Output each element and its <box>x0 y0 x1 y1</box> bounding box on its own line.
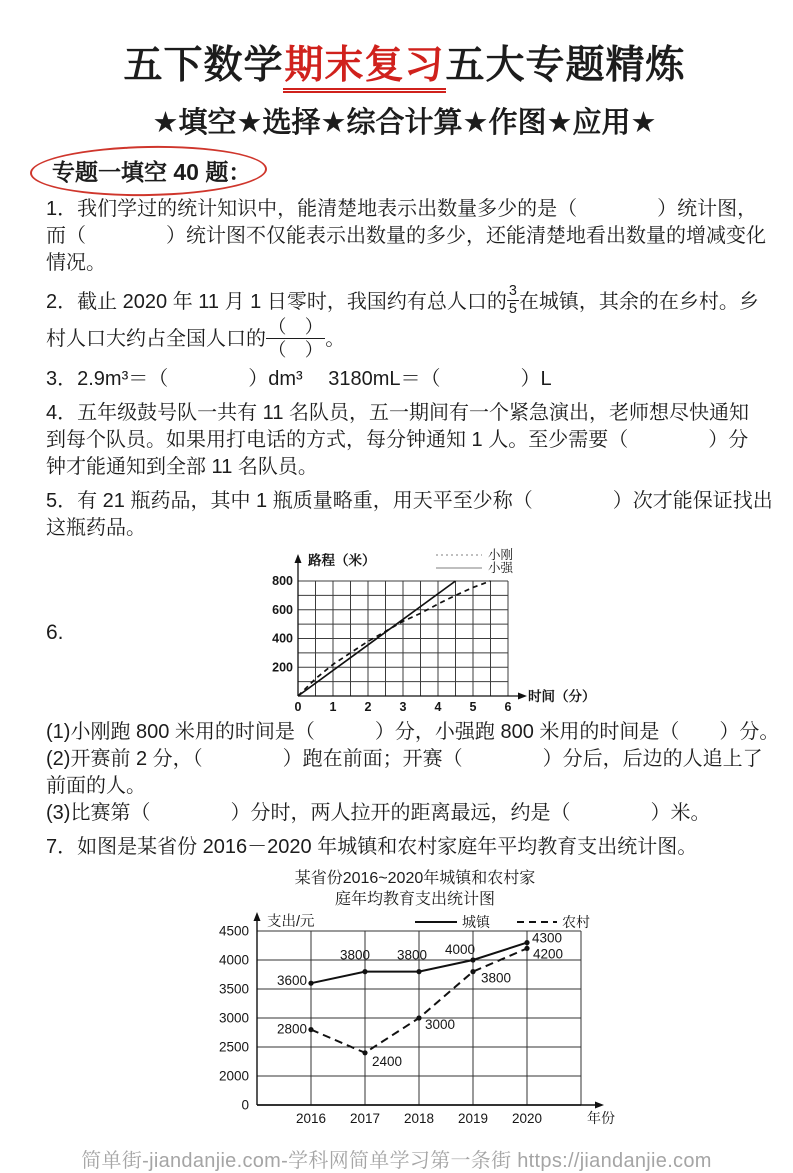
x-tick-label: 2019 <box>457 1110 489 1126</box>
q1-line-1: 1．我们学过的统计知识中，能清楚地表示出数量多少的是（ ）统计图， <box>46 198 758 220</box>
title-part-red-underlined: 期末复习 <box>283 44 445 93</box>
x-tick-label: 3 <box>399 699 407 714</box>
data-label: 4300 <box>532 930 563 946</box>
x-tick-label: 2018 <box>403 1110 435 1126</box>
x-tick-label: 2 <box>364 699 372 714</box>
question-1 <box>46 196 766 277</box>
section-heading-text: 专题一填空 40 题： <box>52 159 252 185</box>
y-tick-label: 600 <box>272 602 293 617</box>
y-tick-label: 3000 <box>218 1010 249 1026</box>
y-tick-label: 800 <box>272 573 293 588</box>
y-tick-label: 400 <box>272 631 293 646</box>
x-axis-title: 年份 <box>587 1109 615 1126</box>
q1-line-2: 而（ ）统计图不仅能表示出数量的多少，还能清楚地看出数量的增减变化 <box>46 225 766 247</box>
data-label: 3800 <box>481 970 512 986</box>
q5-line-2: 这瓶药品。 <box>46 516 146 539</box>
x-tick-label: 0 <box>294 699 302 714</box>
y-tick-label: 4000 <box>218 952 249 968</box>
q4-line-1: 4．五年级鼓号队一共有 11 名队员，五一期间有一个紧急演出，老师想尽快通知 <box>46 401 749 424</box>
chart2-title-line2: 庭年均教育支出统计图 <box>334 890 495 908</box>
x-tick-label: 2020 <box>511 1110 543 1126</box>
x-tick-label: 6 <box>504 699 512 714</box>
x-axis-title: 时间（分） <box>528 688 596 704</box>
title-part-black2: 五大专题精炼 <box>445 44 686 87</box>
data-point <box>470 969 475 974</box>
data-point <box>308 980 313 985</box>
q1-line-3: 情况。 <box>46 252 106 274</box>
fraction-blank: $\frac{( )}{( )}$ <box>268 316 324 360</box>
legend-label: 小强 <box>488 560 514 575</box>
question-4 <box>46 400 763 481</box>
data-point <box>308 1027 313 1032</box>
q6-sub-1: (1)小刚跑 800 米用的时间是（ ）分，小强跑 800 米用的时间是（ ）分。 <box>46 720 780 743</box>
distance-time-chart-svg <box>270 549 610 717</box>
worksheet-page <box>0 34 793 1172</box>
data-label: 3800 <box>396 947 428 963</box>
education-spending-chart-svg <box>165 910 635 1132</box>
y-axis-title: 支出/元 <box>267 913 315 930</box>
q2-line-1: 2．截止 2020 年 11 月 1 日零时，我国约有总人口的 $\frac{3}{5}$ 在城镇，其余的在乡村。乡 <box>46 283 759 318</box>
q5-line-1: 5．有 21 瓶药品，其中 1 瓶质量略重，用天平至少称（ ）次才能保证找出 <box>46 489 773 512</box>
q7-line-1: 7．如图是某省份 2016－2020 年城镇和农村家庭年平均教育支出统计图。 <box>46 835 698 858</box>
legend-label: 小刚 <box>488 547 514 562</box>
x-tick-label: 2017 <box>349 1110 381 1126</box>
data-point <box>524 946 529 951</box>
y-axis-arrow-icon <box>295 554 302 563</box>
y-tick-label: 4500 <box>218 923 249 939</box>
question-2 <box>46 284 763 359</box>
question-6-subquestions <box>46 719 780 827</box>
data-label: 3600 <box>276 973 307 989</box>
x-tick-label: 4 <box>434 699 442 714</box>
watermark-text: 简单街-jiandanjie.com-学科网简单学习第一条街 https://jiandanjie.com <box>81 1149 712 1172</box>
data-point <box>416 969 421 974</box>
data-point <box>470 957 475 962</box>
data-label: 4000 <box>444 941 476 957</box>
data-label: 4200 <box>533 946 564 962</box>
data-point <box>416 1015 421 1020</box>
x-tick-label: 5 <box>469 699 477 714</box>
y-tick-label: 2500 <box>218 1039 249 1055</box>
data-label: 3000 <box>425 1016 456 1032</box>
q2-line-2: 村人口大约占全国人口的 $\frac{( )}{( )}$ 。 <box>46 316 346 360</box>
x-tick-label: 2016 <box>295 1110 327 1126</box>
education-spending-chart <box>165 868 665 1132</box>
data-point <box>524 940 529 945</box>
legend-label: 城镇 <box>462 913 490 930</box>
y-tick-label: 3500 <box>218 981 249 997</box>
y-tick-label: 200 <box>272 660 293 675</box>
question-6 <box>46 549 763 717</box>
fraction-three-fifths: $\frac{3}{5}$ <box>508 283 517 318</box>
data-point <box>362 969 367 974</box>
data-label: 2400 <box>372 1053 403 1069</box>
chart2-title-line1: 某省份2016~2020年城镇和农村家 <box>294 869 536 887</box>
x-axis-arrow-icon <box>595 1101 604 1108</box>
data-point <box>362 1050 367 1055</box>
data-label: 3800 <box>339 947 371 963</box>
data-label: 2800 <box>276 1021 307 1037</box>
question-7 <box>46 834 763 861</box>
legend-label: 农村 <box>562 913 590 930</box>
distance-time-chart <box>270 549 610 717</box>
q4-line-3: 钟才能通知到全部 11 名队员。 <box>46 455 318 478</box>
question-5 <box>46 488 773 542</box>
page-subtitle: ★填空★选择★综合计算★作图★应用★ <box>152 107 657 139</box>
page-title <box>46 34 763 90</box>
q6-sub-2b: 前面的人。 <box>46 774 146 797</box>
y-axis-arrow-icon <box>254 912 261 921</box>
y-axis-title: 路程（米） <box>308 552 376 568</box>
x-tick-label: 1 <box>329 699 337 714</box>
q3-line-1: 3．2.9m³＝（ ）dm³ 3180mL＝（ ）L <box>46 367 552 390</box>
section-heading <box>46 153 763 188</box>
q6-sub-3: (3)比赛第（ ）分时，两人拉开的距离最远，约是（ ）米。 <box>46 801 711 824</box>
y-tick-label: 0 <box>241 1097 249 1113</box>
q6-number: 6. <box>46 620 64 644</box>
y-tick-label: 2000 <box>218 1068 249 1084</box>
title-part-black1: 五下数学 <box>123 44 284 87</box>
q4-line-2: 到每个队员。如果用打电话的方式，每分钟通知 1 人。至少需要（ ）分 <box>46 428 749 451</box>
q6-sub-2: (2)开赛前 2 分，（ ）跑在前面；开赛（ ）分后，后边的人追上了 <box>46 747 763 770</box>
x-axis-arrow-icon <box>518 692 527 699</box>
question-3 <box>46 366 763 393</box>
